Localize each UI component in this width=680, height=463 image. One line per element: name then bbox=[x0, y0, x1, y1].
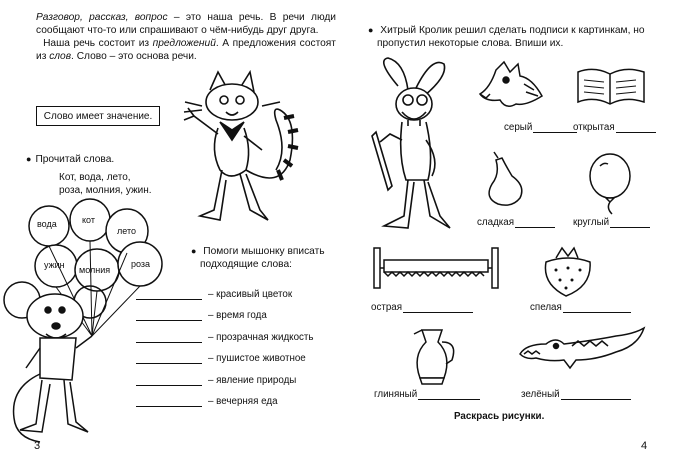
words-line-2: роза, молния, ужин. bbox=[59, 185, 152, 196]
intro-text-2a: Наша речь состоит из bbox=[43, 38, 153, 49]
list-item bbox=[136, 321, 314, 343]
caption-open bbox=[573, 122, 656, 133]
balloon-icon bbox=[586, 152, 634, 216]
book-icon bbox=[574, 64, 648, 112]
balloon-word-6: роза bbox=[131, 259, 151, 269]
footer-color-task: Раскрась рисунки. bbox=[454, 411, 545, 422]
intro-italic-words: Разговор, рассказ, вопрос bbox=[36, 12, 168, 23]
caption-label: открытая bbox=[573, 122, 615, 133]
intro-italic-words2: слов bbox=[49, 51, 72, 62]
rabbit-icon bbox=[368, 56, 464, 236]
list-item-label: – прозрачная жидкость bbox=[208, 331, 314, 343]
pear-icon bbox=[482, 152, 528, 208]
task2-instruction-line-2: подходящие слова: bbox=[200, 259, 292, 270]
caption-blank[interactable] bbox=[563, 303, 631, 313]
balloon-word-5: молния bbox=[79, 265, 111, 275]
list-item-label: – время года bbox=[208, 310, 267, 321]
balloon-word-1: вода bbox=[37, 219, 57, 229]
caption-blank[interactable] bbox=[616, 123, 656, 133]
caption-sweet bbox=[477, 217, 555, 228]
jug-icon bbox=[408, 326, 462, 388]
answer-blank[interactable] bbox=[136, 333, 202, 343]
task2-instruction-line-1: Помоги мышонку вписать bbox=[203, 246, 325, 257]
intro-paragraph-2 bbox=[36, 37, 336, 63]
caption-sharp bbox=[371, 302, 473, 313]
crocodile-icon bbox=[516, 326, 648, 376]
task1-instruction: ● Прочитай слова. bbox=[26, 154, 114, 165]
cat-icon bbox=[180, 70, 330, 240]
task2-instruction bbox=[191, 245, 325, 271]
caption-ripe bbox=[530, 302, 631, 313]
list-item-label: – красивый цветок bbox=[208, 288, 293, 300]
caption-label: сладкая bbox=[477, 217, 515, 228]
intro-text-2c: . Слово – это основа речи. bbox=[71, 51, 197, 62]
list-item bbox=[136, 300, 314, 322]
caption-blank[interactable] bbox=[418, 390, 480, 400]
answer-blank[interactable] bbox=[136, 354, 202, 364]
answer-blank[interactable] bbox=[136, 290, 202, 300]
list-item bbox=[136, 278, 314, 300]
caption-blank[interactable] bbox=[403, 303, 473, 313]
intro-text-2b: . А предложения состоят из bbox=[36, 38, 336, 62]
caption-round bbox=[573, 217, 650, 228]
balloon-word-2: кот bbox=[82, 215, 95, 225]
caption-label: зелёный bbox=[521, 389, 560, 400]
caption-blank[interactable] bbox=[533, 123, 577, 133]
intro-italic-sentences: предложений bbox=[152, 38, 216, 49]
answer-blank[interactable] bbox=[136, 376, 202, 386]
rule-box: Слово имеет значение. bbox=[36, 106, 160, 126]
saw-icon bbox=[370, 244, 504, 294]
answer-blank[interactable] bbox=[136, 311, 202, 321]
strawberry-icon bbox=[538, 244, 598, 300]
caption-clay bbox=[374, 389, 480, 400]
task2-list bbox=[136, 278, 314, 407]
list-item-label: – вечерняя еда bbox=[208, 396, 278, 407]
caption-blank[interactable] bbox=[610, 218, 650, 228]
right-instruction bbox=[368, 24, 645, 50]
list-item bbox=[136, 343, 314, 365]
list-item bbox=[136, 386, 314, 408]
list-item-label: – явление природы bbox=[208, 374, 297, 386]
caption-label: глиняный bbox=[374, 389, 418, 400]
caption-green bbox=[521, 389, 631, 400]
intro-text-1: – это наша речь. В речи люди сообщают что-то или спрашивают о чём-нибудь друг друга. bbox=[36, 12, 337, 36]
caption-label: серый bbox=[504, 122, 533, 133]
intro-text bbox=[36, 11, 336, 63]
right-instruction-line-1: Хитрый Кролик решил сделать подписи к картинкам, но bbox=[380, 25, 645, 36]
words-line-1: Кот, вода, лето, bbox=[59, 172, 131, 183]
task1-words bbox=[59, 171, 199, 197]
right-instruction-line-2: пропустил некоторые слова. Впиши их. bbox=[377, 38, 564, 49]
wolf-icon bbox=[476, 60, 552, 112]
intro-paragraph-1 bbox=[36, 11, 336, 37]
answer-blank[interactable] bbox=[136, 397, 202, 407]
list-item-label: – пушистое животное bbox=[208, 353, 306, 364]
caption-blank[interactable] bbox=[515, 218, 555, 228]
caption-gray bbox=[504, 122, 577, 133]
page-number-right: 4 bbox=[641, 440, 648, 452]
caption-label: острая bbox=[371, 302, 403, 313]
balloon-word-3: лето bbox=[117, 226, 136, 236]
list-item bbox=[136, 364, 314, 386]
caption-label: спелая bbox=[530, 302, 562, 313]
caption-label: круглый bbox=[573, 217, 610, 228]
balloon-word-4: ужин bbox=[44, 260, 65, 270]
page-number-left: 3 bbox=[34, 440, 41, 452]
caption-blank[interactable] bbox=[561, 390, 631, 400]
